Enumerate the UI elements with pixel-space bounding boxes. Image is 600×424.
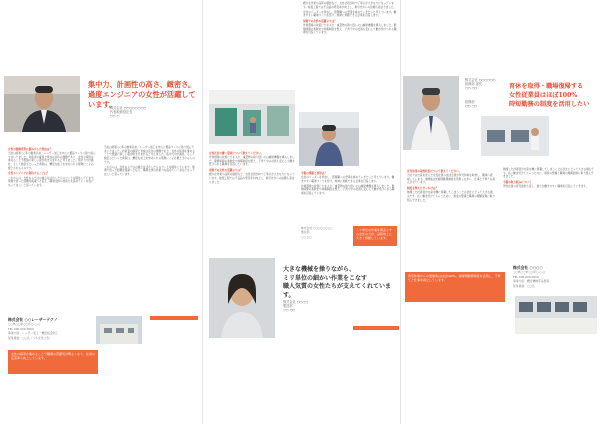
answer: 作業環境の改善に力を入れ、重量物の取り扱いには補助機器を導入しました。勤務時間の柔軟化や休暇制度を整え、子育て中の社員も安心して働き続けられる職場を目指しています。	[303, 24, 397, 35]
headline-line: 時短勤務の制度を活用したい	[509, 101, 590, 108]
company-name: 株式会社 ○○レーザーテクノ	[8, 317, 58, 322]
manager-image	[403, 76, 459, 150]
answer: 作業環境の改善に力を入れ、重量物の取り扱いには補助機器を導入しました。勤務時間の柔軟化や休暇制度を整え、子育て中の社員も安心して働き続けられる職場を目指しています。	[209, 156, 295, 167]
answer: これからは、女性ならではの視点を活かしたものづくりを期待しています。現場で培った経験を後輩へと伝え、職場全体の技術力を高めていく存在になってほしいと思っています。	[104, 165, 195, 177]
page2-body-col2	[301, 170, 395, 197]
headline-line: 大きな機械を操りながら、	[283, 266, 356, 273]
answer: 当社では出産を迎えた女性社員のほぼ全員が育児休業を取得し、職場へ復帰しています。復帰後は短時間勤務制度を利用しながら、仕事と子育てを両立させています。	[407, 174, 495, 185]
factory-photo	[209, 90, 295, 144]
meta-line: ○○ ○	[110, 114, 120, 119]
answer: 男性社員の育児参加も促し、誰もが働きやすい職場を目指していきます。	[503, 185, 589, 189]
page-right	[400, 0, 600, 424]
answer: 細かな作業や品質の確認など、女性社員が持つ丁寧さが大きな力になっています。検査工程では不良品の発見率が向上し、取引先からの信頼も高まりました。	[303, 2, 397, 9]
note-text: 女性の採用を進めることで職場の雰囲気が明るくなり、社員の定着率も向上しています。	[11, 352, 96, 360]
question: 制度を整えたきっかけは？	[407, 186, 439, 190]
question: 女性社員の働く環境について教えてください。	[209, 151, 264, 155]
page2-note-top	[353, 226, 397, 246]
orange-bar	[150, 316, 198, 320]
meta-line: 総務部	[465, 100, 475, 104]
headline-line: 集中力、計画性の高さ、緻密さ。	[88, 80, 196, 89]
woman-image	[209, 258, 275, 338]
headline-line: 女性従業員はほぼ100%	[509, 92, 578, 99]
factory-image	[209, 90, 295, 144]
headline-line: 過度エンジニアの女性が活躍しています。	[88, 90, 196, 109]
question: 今後の課題と展望は？	[301, 171, 327, 175]
headline-line: 育休を取得・職場復帰する	[509, 83, 584, 90]
question: 女性エンジニアに期待することは？	[8, 172, 50, 176]
question: 今後の取り組みについて	[503, 180, 532, 184]
company-info-mid	[301, 226, 361, 239]
page-middle	[202, 0, 401, 424]
page2-headline	[283, 266, 399, 300]
meta-line: ○○ ○○	[465, 104, 478, 109]
ceo-photo-image	[4, 76, 80, 132]
meta-line: 株式会社 ○○○○○○	[465, 78, 496, 82]
answer: 当社は昭和○○年の創業以来、レーザー加工を中心に製品づくりに取り組んでまいりました。技術者の確保と育成は長年の課題であり、女性の採用を進めることで組織に新しい風が吹き込まれると考えました。集中力や計画性、そして緻密さといった資質は、精密な加工を求められる現場にこそ必要とされるものです。	[104, 146, 195, 164]
company-info-right	[513, 266, 595, 288]
page1-body-col2	[104, 146, 196, 178]
woman-photo	[209, 258, 275, 338]
answer: 女性のリーダーを育成し、管理職への登用を進めていきたいと考えています。働きやすい職場づくりを続け、地域に貢献できる企業を目指します。	[301, 176, 395, 183]
page3-note	[405, 272, 505, 302]
page2-top-text	[303, 2, 397, 36]
note-text: 育児休業からの復帰率はほぼ100%。短時間勤務制度を活用し、子育てと仕事を両立しています。	[408, 274, 501, 282]
workplace-image	[515, 296, 597, 334]
workplace-photo	[515, 296, 597, 334]
building-image	[96, 316, 142, 344]
ceo-meta	[110, 106, 146, 119]
ceo-photo	[4, 76, 80, 132]
manager-meta	[465, 78, 495, 91]
page1-note	[8, 350, 98, 374]
question: 現場での女性の活躍ぶりは？	[303, 19, 337, 23]
company-line: TEL 000-000-0000	[8, 326, 34, 331]
answer: これからは、女性ならではの視点を活かしたものづくりを期待しています。現場で培った経験を後輩へと伝え、職場全体の技術力を高めていく存在になってほしいと思っています。	[8, 176, 96, 187]
company-line: ○○県○○市○○町○-○-○	[513, 270, 546, 275]
worker-photo	[299, 112, 359, 166]
meta-line: 代表取締役社長	[110, 110, 133, 115]
page2-body	[209, 150, 295, 185]
building-photo	[96, 316, 142, 344]
answer: 熟練した技術者が出産を機に退職してしまうことは会社にとって大きな損失です。長く働き続けてもらうために、制度の整備と職場の理解促進に取り組んできました。	[503, 168, 594, 179]
answer: 作業環境の改善に力を入れ、重量物の取り扱いには補助機器を導入しました。勤務時間の柔軟化や休暇制度を整え、子育て中の社員も安心して働き続けられる職場を目指しています。	[301, 184, 395, 195]
company-line: 事業内容：レーザー加工・精密板金加工	[8, 331, 59, 336]
page-left	[0, 0, 202, 424]
question: 育児休業の取得状況について教えてください。	[407, 169, 462, 173]
meta-line: 株式会社 ○○○○○○○○	[301, 226, 333, 230]
page3-headline	[509, 82, 599, 109]
note-text: ミリ単位の作業を得意とする女性の力が、品質向上に大きく貢献しています。	[356, 228, 393, 240]
answer: 細かな作業や品質の確認など、女性社員が持つ丁寧さが大きな力になっています。検査工程では不良品の発見率が向上し、取引先からの信頼も高まりました。	[209, 173, 295, 184]
worker-image	[299, 112, 359, 166]
company-info	[8, 318, 88, 340]
meta-line: 総務部 部長	[465, 82, 482, 87]
meta-line: 株式会社 ○○○○○○○○	[110, 106, 147, 110]
meta-line: 製造部	[301, 230, 310, 235]
company-line: ○○県○○市○○町○-○-○	[8, 322, 41, 327]
meta-line: ○○ ○○	[465, 86, 478, 91]
page3-body-col2	[503, 168, 595, 190]
office-photo	[481, 116, 549, 156]
worker-meta	[283, 300, 308, 313]
meta-line: 製造部	[283, 304, 293, 309]
question: 女性の積極登用に踏み出した理由は？	[8, 147, 53, 151]
company-line: 従業員数：○○名	[513, 283, 535, 288]
meta-line: 株式会社 ○○○○	[283, 300, 308, 304]
answer: 当社は昭和○○年の創業以来、レーザー加工を中心に製品づくりに取り組んでまいりました。技術者の確保と育成は長年の課題であり、女性の採用を進めることで組織に新しい風が吹き込まれると考えました。集中力や計画性、そして緻密さといった資質は、精密な加工を求められる現場にこそ必要とされるものです。	[8, 152, 96, 170]
meta-line: ○○ ○○	[283, 308, 296, 313]
manager-photo	[403, 76, 459, 150]
answer: 女性のリーダーを育成し、管理職への登用を進めていきたいと考えています。働きやすい職場づくりを続け、地域に貢献できる企業を目指します。	[303, 10, 397, 18]
company-line: 従業員数：○○名（うち女性○名）	[8, 335, 52, 340]
office-image	[481, 116, 549, 156]
question: 現場での女性の活躍ぶりは？	[209, 168, 243, 172]
orange-bar	[353, 326, 399, 330]
answer: 熟練した技術者が出産を機に退職してしまうことは会社にとって大きな損失です。長く働き続けてもらうために、制度の整備と職場の理解促進に取り組んできました。	[407, 191, 495, 202]
company-name: 株式会社 ○○○○	[513, 265, 543, 270]
company-line: 事業内容：精密機械部品製造	[513, 279, 550, 284]
page1-body	[8, 146, 96, 189]
company-line: TEL 000-000-0000	[513, 274, 539, 279]
page3-body	[407, 168, 495, 203]
staff-meta	[465, 100, 477, 108]
headline-line: 職人気質の女性たちが支えてくれています。	[283, 283, 392, 299]
meta-line: ○○ ○○	[301, 234, 312, 239]
headline-line: ミリ単位の細かい作業をこなす	[283, 274, 368, 282]
